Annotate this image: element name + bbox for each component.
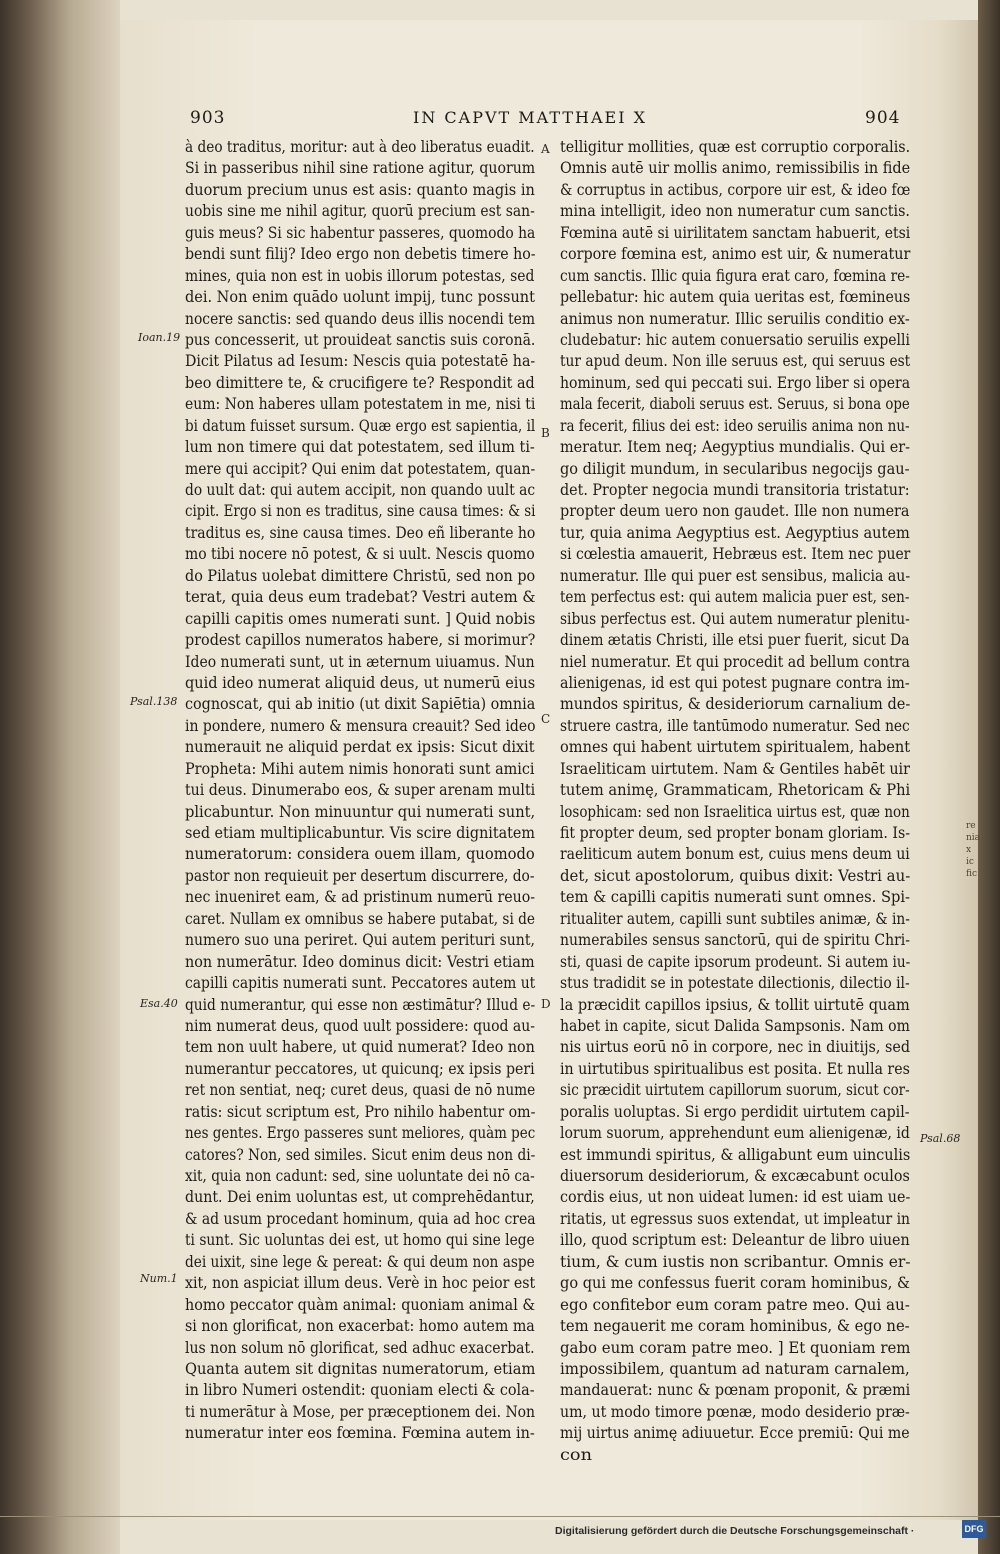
text-line: telligitur mollities, quæ est corruptio corporalis.: [560, 138, 911, 156]
fore-edge-fragment: fic: [966, 869, 978, 879]
text-line: Ideo numerati sunt, ut in æternum uiuamus. Nun: [185, 652, 535, 671]
text-line: impossibilem, quantum ad naturam carnalem,: [560, 1359, 910, 1378]
margin-note-ioan: Ioan.19: [138, 331, 181, 344]
text-line: in uirtutibus spiritualibus est posita. Et nulla res: [560, 1059, 910, 1078]
text-line: losophicam: sed non Israelitica uirtus est, quæ non: [560, 802, 910, 821]
text-line: bi datum fuisset sursum. Quæ ergo est sapientia, il: [185, 416, 536, 435]
text-column-right: [560, 137, 910, 1466]
page-number-left: 903: [190, 108, 226, 128]
text-line: raeliticum autem bonum est, cuius mens deum ui: [560, 845, 910, 864]
text-line: numerabiles sensus sanctorū, qui de spiritu Chri-: [560, 931, 910, 950]
margin-note-psal138: Psal.138: [130, 695, 178, 708]
text-line: quid numerantur, qui esse non æstimātur? Illud e-: [185, 995, 536, 1014]
text-line: do Pilatus uolebat dimittere Christū, sed non po: [185, 566, 536, 585]
text-line: lum non timere qui dat potestatem, sed illum ti-: [185, 438, 535, 457]
text-line: mo tibi nocere nō potest, & si uult. Nescis quomo: [185, 545, 535, 564]
text-line: si non glorificat, non exacerbat: homo autem ma: [185, 1317, 535, 1336]
text-line: sed etiam multiplicabuntur. Vis scire dignitatem: [185, 824, 536, 842]
text-line: omnes qui habent uirtutem spiritualem, habent: [560, 738, 911, 757]
text-line: mala fecerit, diaboli seruus est. Seruus, si bona ope: [560, 395, 910, 414]
section-letter-c: C: [541, 712, 551, 726]
text-line: sibus perfectus est. Qui autem numeratur plenitu-: [560, 609, 910, 628]
text-line: Dicit Pilatus ad Iesum: Nescis quia potestatē ha-: [185, 352, 536, 371]
text-line: Israeliticam uirtutem. Nam & Gentiles habēt uir: [560, 759, 910, 778]
page-edge: [978, 0, 1000, 1554]
text-line: Quanta autem sit dignitas numeratorum, etiam: [185, 1359, 536, 1378]
text-line: sti, quasi de capite ipsorum prodeunt. Si autem iu-: [560, 952, 911, 971]
text-line: beo dimittere te, & crucifigere te? Respondit ad: [185, 373, 535, 392]
text-line: est immundi spiritus, & alligabunt eum uinculis: [560, 1145, 911, 1164]
text-line: tur, quia anima Aegyptius est. Aegyptius autem: [560, 523, 910, 542]
text-line: terat, quia deus eum tradebat? Vestri autem &: [185, 588, 536, 607]
dfg-logo: DFG: [962, 1520, 986, 1538]
text-line: sic præcidit uirtutem capillorum suorum, sicut cor-: [560, 1081, 910, 1100]
text-line: corpore fœmina est, animo est uir, & numeratur: [560, 245, 911, 264]
running-title: IN CAPVT MATTHAEI X: [413, 108, 647, 127]
text-line: stus tradidit se in potestate dilectionis, dilectio il-: [560, 974, 910, 993]
text-line: tium, & cum iustis non scribantur. Omnis er-: [560, 1252, 911, 1271]
fore-edge-fragment: nia: [966, 833, 981, 843]
fore-edge-text: [966, 820, 980, 1020]
text-line: Omnis autē uir mollis animo, remissibilis in fide: [560, 159, 911, 178]
text-line: do uult dat: qui autem accipit, non quando uult ac: [185, 481, 536, 499]
text-line: cludebatur: hic autem conuersatio seruilis expelli: [560, 330, 910, 349]
text-line: Si in passeribus nihil sine ratione agitur, quorum: [185, 159, 536, 178]
text-line: tem & capilli capitis numerati sunt omnes. Spi-: [560, 888, 910, 907]
text-line: cognoscat, qui ab initio (ut dixit Sapiētia) omnia: [185, 695, 536, 714]
text-line: & corruptus in actibus, corpore uir est, & ideo fœ: [560, 180, 911, 199]
text-line: numerauit ne aliquid perdat ex ipsis: Sicut dixit: [185, 738, 535, 757]
text-line: guis meus? Si sic habentur passeres, quomodo ha: [185, 223, 536, 242]
text-line: si cœlestia amauerit, Hebræus est. Item nec puer: [560, 545, 911, 564]
text-line: tem non uult habere, ut quid numerat? Ideo non: [185, 1038, 535, 1057]
text-line: tem perfectus est: qui autem malicia puer est, sen-: [560, 588, 910, 607]
text-line: xit, quia non cadunt: sed, sine uoluntate dei nō ca-: [185, 1167, 535, 1185]
digitization-credit: Digitalisierung gefördert durch die Deutsche Forschungsgemeinschaft ·: [555, 1525, 915, 1537]
text-line: ritualiter autem, capilli sunt subtiles animæ, & in-: [560, 909, 910, 928]
text-line: pastor non requieuit per desertum discurrere, do-: [185, 866, 535, 885]
text-line: in libro Numeri ostendit: quoniam electi & cola-: [185, 1381, 535, 1400]
text-line: dei uixit, sine lege & pereat: & qui deum non aspe: [185, 1252, 535, 1271]
text-line: struere castra, ille tantūmodo numeratur. Sed nec: [560, 716, 910, 735]
text-line: animus non numeratur. Illic seruilis conditio ex-: [560, 309, 910, 328]
text-line: dunt. Dei enim uoluntas est, ut comprehēdantur,: [185, 1188, 535, 1207]
text-line: numerantur peccatores, ut quicunq; ex ipsis peri: [185, 1059, 535, 1078]
text-line: eum: Non haberes ullam potestatem in me, nisi ti: [185, 395, 536, 414]
text-line: det, sicut apostolorum, quibus dixit: Vestri au-: [560, 866, 911, 885]
section-letter-b: B: [541, 426, 550, 440]
text-line: dinem ætatis Christi, ille etsi puer fuerit, sicut Da: [560, 631, 910, 650]
page-number-right: 904: [865, 108, 901, 128]
text-line: illo, quod scriptum est: Deleantur de libro uiuen: [560, 1231, 910, 1250]
text-line: diuersorum desideriorum, & excæcabunt oculos: [560, 1167, 910, 1185]
text-line: traditus es, sine causa times. Deo eñ liberante ho: [185, 523, 536, 542]
text-line: caret. Nullam ex omnibus se habere putabat, si de: [185, 909, 536, 928]
footer-divider: [0, 1516, 1000, 1517]
margin-note-num: Num.1: [140, 1272, 178, 1285]
text-line: ratis: sicut scriptum est, Pro nihilo habentur om-: [185, 1102, 536, 1121]
book-gutter: [0, 0, 120, 1554]
text-line: à deo traditus, moritur: aut à deo liberatus euadit.: [185, 138, 535, 156]
text-line: Fœmina autē si uirilitatem sanctam habuerit, etsi: [560, 223, 911, 242]
text-line: Propheta: Mihi autem nimis honorati sunt amici: [185, 759, 535, 778]
text-line: mere qui accipit? Qui enim dat potestatem, quan-: [185, 459, 536, 478]
text-line: duorum precium unus est asis: quanto magis in: [185, 180, 535, 199]
text-line: tem negauerit me coram hominibus, & ego ne-: [560, 1317, 910, 1336]
text-line: prodest capillos numeratos habere, si morimur?: [185, 631, 536, 650]
text-line: ra fecerit, filius dei est: ideo seruilis anima non nu-: [560, 416, 910, 435]
text-line: ret non sentiat, neq; curet deus, quasi de nō nume: [185, 1081, 536, 1100]
text-line: meratur. Item neq; Aegyptius mundialis. Qui er-: [560, 438, 911, 457]
text-line: in pondere, numero & mensura creauit? Sed ideo: [185, 716, 536, 735]
text-line: um, ut modo timore pœnæ, modo desiderio præ-: [560, 1402, 910, 1421]
text-line: go diligit mundum, in secularibus negocijs gau-: [560, 459, 910, 478]
text-line: quid ideo numerat aliquid deus, ut numerū eius: [185, 673, 536, 692]
text-line: numeratur inter eos fœmina. Fœmina autem in-: [185, 1424, 535, 1443]
fore-edge-fragment: ic: [966, 857, 974, 867]
text-line: & ad usum procedant hominum, quia ad hoc crea: [185, 1209, 536, 1228]
text-line: numeratur. Ille qui puer est sensibus, malicia au-: [560, 566, 911, 585]
text-line: tur apud deum. Non ille seruus est, qui seruus est: [560, 352, 911, 371]
text-line: cordis eius, ut non uideat lumen: id est uiam ue-: [560, 1188, 911, 1207]
text-line: plicabuntur. Non minuuntur qui numerati sunt,: [185, 802, 536, 821]
text-line: tui deus. Dinumerabo eos, & super arenam multi: [185, 781, 536, 800]
text-line: mandauerat: nunc & pœnam proponit, & præmi: [560, 1381, 911, 1400]
text-line: nim numerat deus, quod uult possidere: quod au-: [185, 1016, 535, 1035]
text-line: lus non solum nō glorificat, sed adhuc exacerbat.: [185, 1338, 535, 1357]
text-line: gabo eum coram patre meo. ] Et quoniam rem: [560, 1338, 911, 1357]
text-line: ego confitebor eum coram patre meo. Qui au-: [560, 1295, 910, 1314]
text-line: catores? Non, sed similes. Sicut enim deus non di-: [185, 1145, 536, 1164]
text-line: ritatis, ut egressus suos extendat, ut impleatur in: [560, 1209, 911, 1228]
text-line: mines, quia non est in uobis illorum potestas, sed: [185, 266, 535, 285]
text-line: con: [560, 1445, 592, 1464]
text-line: propter deum uero non gaudet. Ille non numera: [560, 502, 910, 521]
text-line: capilli capitis numerati sunt. Peccatores autem ut: [185, 974, 536, 993]
text-line: niel numeratur. Et qui procedit ad bellum contra: [560, 652, 910, 671]
text-line: lorum suorum, apprehendunt eum alienigenæ, id: [560, 1124, 910, 1143]
section-letter-a: A: [541, 142, 550, 156]
text-line: mina intelligit, ideo non numeratur cum sanctis.: [560, 202, 910, 221]
text-line: ti numerātur à Mose, per præceptionem dei. Non: [185, 1402, 536, 1421]
text-line: hominum, sed qui peccati sui. Ergo liber si opera: [560, 373, 911, 392]
text-line: nis uirtus eorū nō in corpore, nec in diuitijs, sed: [560, 1038, 910, 1057]
text-line: cum sanctis. Illic quia figura erat caro, fœmina re-: [560, 266, 910, 285]
text-column-left: [185, 137, 535, 1445]
text-line: numero suo una periret. Qui autem perituri sunt,: [185, 931, 535, 950]
text-line: poralis uoluptas. Si ergo perdidit uirtutem capil-: [560, 1102, 910, 1121]
text-line: pellebatur: hic autem quia ueritas est, fœmineus: [560, 288, 911, 307]
text-line: fit propter deum, sed propter bonam gloriam. Is-: [560, 824, 910, 842]
fore-edge-fragment: x: [966, 845, 972, 855]
text-line: nes gentes. Ergo passeres sunt meliores, quàm pec: [185, 1124, 536, 1143]
text-line: non numerātur. Ideo dominus dicit: Vestri etiam: [185, 952, 535, 971]
text-line: capilli capitis omes numerati sunt. ] Quid nobis: [185, 609, 536, 628]
text-line: uobis sine me nihil agitur, quorū precium est san-: [185, 202, 535, 221]
section-letter-d: D: [541, 997, 551, 1011]
text-line: alienigenas, id est qui potest pugnare contra im-: [560, 673, 910, 692]
text-line: homo peccator quàm animal: quoniam animal &: [185, 1295, 536, 1314]
text-line: nocere sanctis: sed quando deus illis nocendi tem: [185, 309, 536, 328]
margin-note-psal68: Psal.68: [920, 1132, 961, 1145]
text-line: bendi sunt filij? Ideo ergo non debetis timere ho-: [185, 245, 536, 264]
text-line: cipit. Ergo si non es traditus, sine causa times: & si: [185, 502, 536, 521]
margin-note-esa: Esa.40: [140, 997, 178, 1010]
text-line: mij uirtus animę adiuuetur. Ecce premiū: Qui me: [560, 1424, 910, 1443]
text-line: dei. Non enim quādo uolunt impij, tunc possunt: [185, 288, 535, 307]
text-line: tutem animę, Grammaticam, Rhetoricam & Phi: [560, 781, 911, 800]
text-line: go qui me confessus fuerit coram hominibus, &: [560, 1274, 910, 1293]
text-line: det. Propter negocia mundi transitoria tristatur:: [560, 481, 910, 499]
text-line: xit, non aspiciat illum deus. Verè in hoc peior est: [185, 1274, 536, 1293]
text-line: mundos spiritus, & desideriorum carnalium de-: [560, 695, 911, 714]
text-line: la præcidit capillos ipsius, & tollit uirtutē quam: [560, 995, 910, 1014]
text-line: habet in capite, sicut Dalida Sampsonis. Nam om: [560, 1016, 910, 1035]
text-line: ti sunt. Sic uoluntas dei est, ut homo qui sine lege: [185, 1231, 535, 1250]
fore-edge-fragment: re: [966, 821, 976, 831]
text-line: numeratorum: considera ouem illam, quomodo: [185, 845, 535, 864]
text-line: pus concesserit, ut prouideat sanctis suis coronā.: [185, 330, 536, 349]
text-line: nec inueniret eam, & ad pristinum numerū reuo-: [185, 888, 536, 907]
